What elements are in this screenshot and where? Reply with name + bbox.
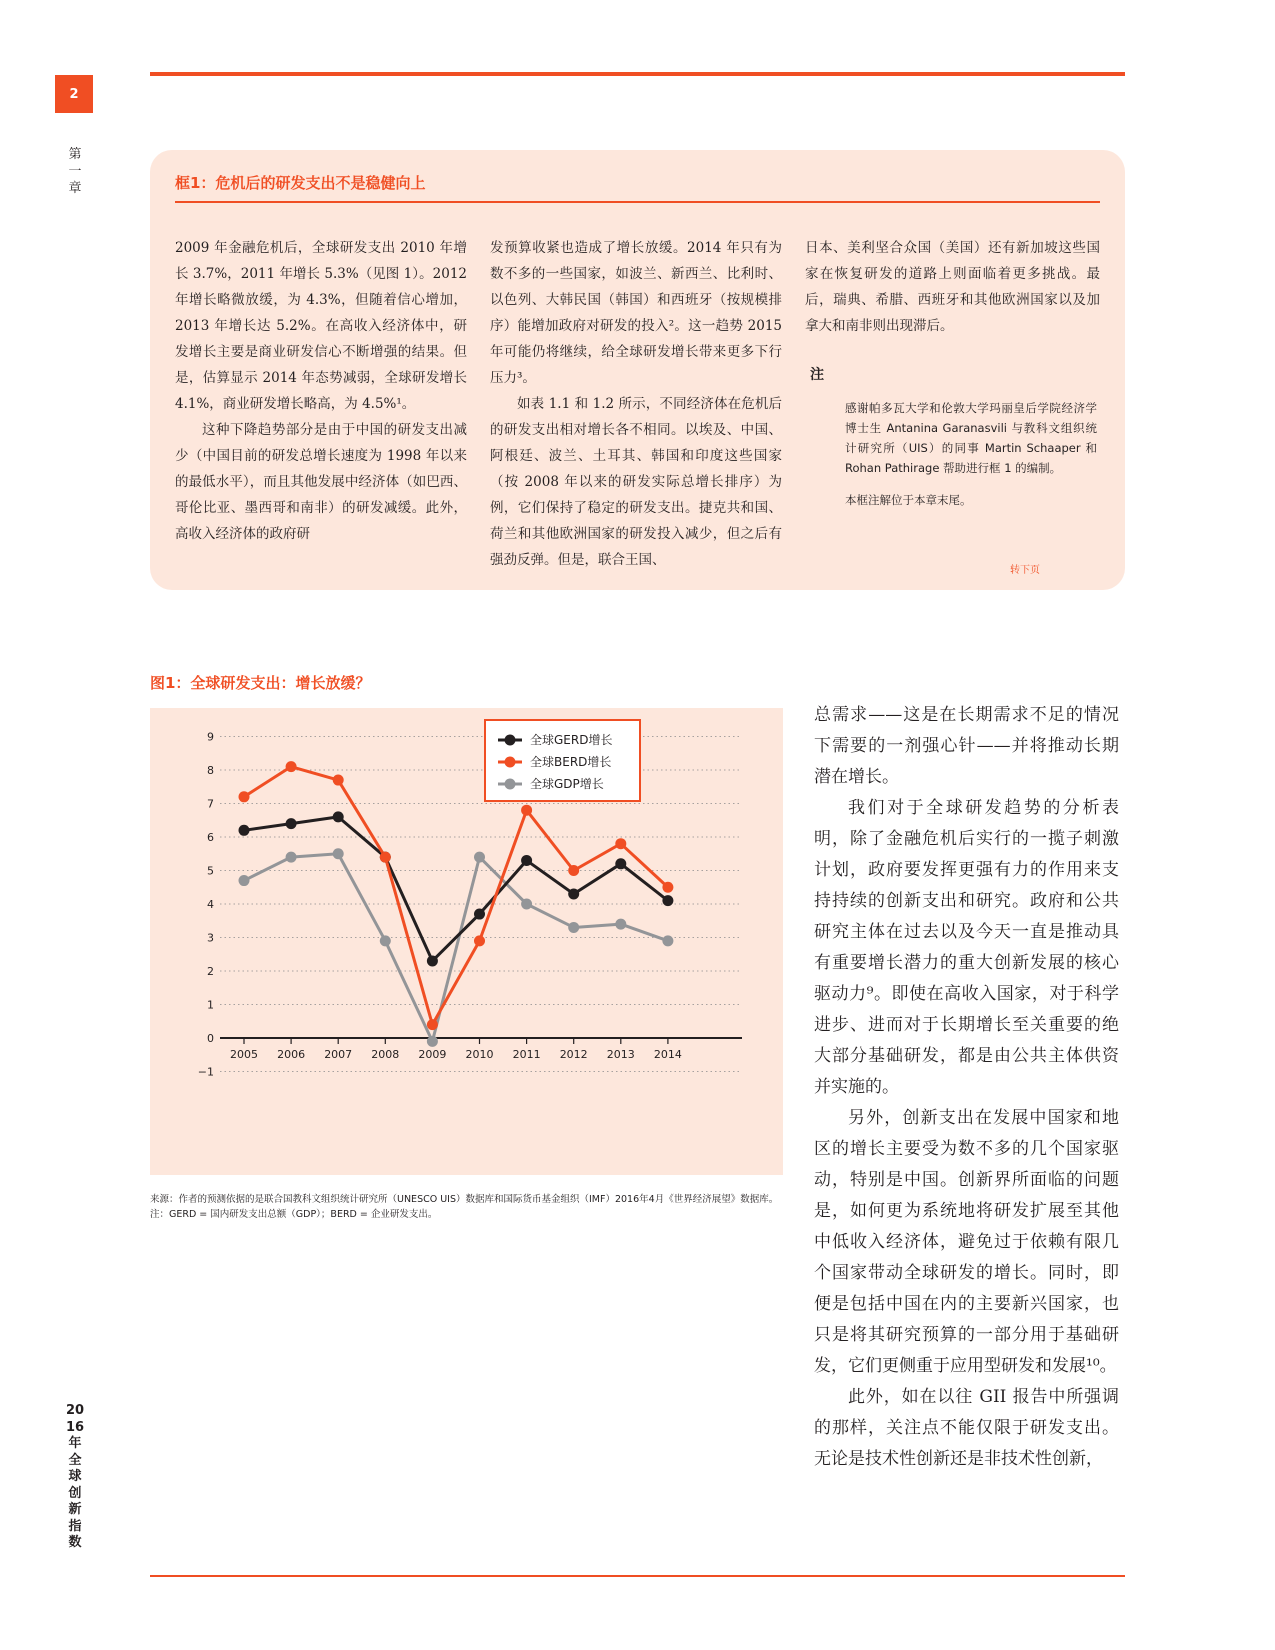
x-tick-label: 2014 xyxy=(653,1048,682,1061)
x-tick-label: 2007 xyxy=(324,1048,353,1061)
continued-label: 转下页 xyxy=(1010,565,1040,576)
data-point xyxy=(662,935,673,946)
main-paragraph: 另外，创新支出在发展中国家和地区的增长主要受为数不多的几个国家驱动，特别是中国。创新界所面临的问题是，如何更为系统地将研发扩展至其他中低收入经济体，避免过于依赖有限几个国家带动全球研发的增长。同时，即便是包括中国在内的主要新兴国家，也只是将其研究预算的一部分用于基础研发，它们更侧重于应用型研发和发展¹⁰。 xyxy=(814,1108,1119,1376)
box-column-2 xyxy=(490,235,782,573)
y-tick-label: 0 xyxy=(207,1032,214,1045)
box-column-1 xyxy=(175,235,467,547)
y-tick-label: 9 xyxy=(207,730,214,744)
legend-label: 全球BERD增长 xyxy=(530,755,612,769)
data-point xyxy=(286,818,297,829)
box-paragraph: 日本、美利坚合众国（美国）还有新加坡这些国家在恢复研发的道路上则面临着更多挑战。最后，瑞典、希腊、西班牙和其他欧洲国家以及加拿大和南非则出现滞后。 xyxy=(805,240,1100,334)
data-point xyxy=(380,852,391,863)
data-point xyxy=(615,919,626,930)
chapter-label: 第一章 xyxy=(68,147,82,196)
line-chart xyxy=(150,708,783,1175)
x-tick-label: 2005 xyxy=(230,1048,258,1061)
data-point xyxy=(521,855,532,866)
data-point xyxy=(380,935,391,946)
bottom-rule xyxy=(150,1575,1125,1577)
y-tick-label: 5 xyxy=(207,864,214,878)
legend-label: 全球GERD增长 xyxy=(530,733,613,747)
legend-marker xyxy=(505,757,516,768)
data-point xyxy=(521,899,532,910)
data-point xyxy=(333,811,344,822)
main-paragraph: 我们对于全球研发趋势的分析表明，除了金融危机后实行的一揽子刺激计划，政府要发挥更强有力的作用来支持持续的创新支出和研究。政府和公共研究主体在过去以及今天一直是推动具有重要增长潜力的重大创新发展的核心驱动力⁹。即使在高收入国家，对于科学进步、进而对于长期增长至关重要的绝大部分基础研发，都是由公共主体供资并实施的。 xyxy=(814,798,1119,1097)
main-paragraph: 总需求——这是在长期需求不足的情况下需要的一剂强心针——并将推动长期潜在增长。 xyxy=(814,705,1119,787)
y-tick-label: 7 xyxy=(207,797,214,811)
x-tick-label: 2006 xyxy=(277,1048,306,1061)
data-point xyxy=(427,955,438,966)
y-tick-label: −1 xyxy=(197,1065,214,1079)
box-paragraph: 2009 年金融危机后，全球研发支出 2010 年增长 3.7%，2011 年增长 5.3%（见图 1）。2012 年增长略微放缓，为 4.3%，但随着信心增加，2013 年增长达 5.2%。在高收入经济体中，研发增长主要是商业研发信心不断增强的结果。但是，估算显示 2014 年态势减弱，全球研发增长 4.1%，商业研发增长略高，为 4.5%¹。 xyxy=(175,240,467,412)
note-location: 本框注解位于本章末尾。 xyxy=(845,493,972,507)
x-tick-label: 2010 xyxy=(465,1048,494,1061)
x-tick-label: 2013 xyxy=(606,1048,635,1061)
note-acknowledgement: 感谢帕多瓦大学和伦敦大学玛丽皇后学院经济学博士生 Antanina Garanasvili 与教科文组织统计研究所（UIS）的同事 Martin Schaaper 和 Rohan Pathirage 帮助进行框 1 的编制。 xyxy=(845,401,1097,475)
data-point xyxy=(662,895,673,906)
data-point xyxy=(615,858,626,869)
note-text: 注：GERD = 国内研发支出总额（GDP）；BERD = 企业研发支出。 xyxy=(150,1209,438,1220)
y-tick-label: 6 xyxy=(207,831,214,844)
data-point xyxy=(239,875,250,886)
series-line xyxy=(244,767,668,1025)
y-tick-label: 1 xyxy=(207,998,214,1012)
data-point xyxy=(568,888,579,899)
y-tick-label: 3 xyxy=(207,931,214,945)
x-tick-label: 2011 xyxy=(512,1048,541,1061)
series-line xyxy=(244,854,668,1042)
note-body xyxy=(845,398,1097,522)
series-line xyxy=(244,817,668,961)
data-point xyxy=(427,1036,438,1047)
box-paragraph: 这种下降趋势部分是由于中国的研发支出减少（中国目前的研发总增长速度为 1998 年以来的最低水平），而且其他发展中经济体（如巴西、哥伦比亚、墨西哥和南非）的研发减缓。此外，高收入经济体的政府研 xyxy=(175,422,467,542)
legend-marker xyxy=(505,779,516,790)
data-point xyxy=(286,852,297,863)
x-tick-label: 2012 xyxy=(559,1048,588,1061)
data-point xyxy=(427,1019,438,1030)
data-point xyxy=(239,791,250,802)
page-number-badge: 2 xyxy=(55,75,93,113)
data-point xyxy=(474,909,485,920)
x-tick-label: 2009 xyxy=(418,1048,447,1061)
figure-title: 图1：全球研发支出：增长放缓？ xyxy=(150,674,371,692)
legend-label: 全球GDP增长 xyxy=(530,777,604,791)
y-tick-label: 2 xyxy=(207,965,214,978)
data-point xyxy=(568,922,579,933)
legend-marker xyxy=(505,735,516,746)
box-title-rule xyxy=(175,201,1100,203)
main-text-column xyxy=(814,700,1119,1475)
data-point xyxy=(521,805,532,816)
source-text: 来源：作者的预测依据的是联合国教科文组织统计研究所（UNESCO UIS）数据库和国际货币基金组织（IMF）2016年4月《世界经济展望》数据库。 xyxy=(150,1194,779,1205)
data-point xyxy=(615,838,626,849)
data-point xyxy=(239,825,250,836)
note-heading: 注 xyxy=(810,367,824,383)
box-column-3 xyxy=(805,235,1100,339)
box-paragraph: 如表 1.1 和 1.2 所示，不同经济体在危机后的研发支出相对增长各不相同。以埃及、中国、阿根廷、波兰、土耳其、韩国和印度这些国家（按 2008 年以来的研发实际总增长排序）为例，它们保持了稳定的研发支出。捷克共和国、荷兰和其他欧洲国家的研发投入减少，但之后有强劲反弹。但是，联合王国、 xyxy=(490,396,782,568)
data-point xyxy=(568,865,579,876)
y-tick-label: 8 xyxy=(207,764,214,777)
data-point xyxy=(333,775,344,786)
box-title: 框1：危机后的研发支出不是稳健向上 xyxy=(175,174,426,192)
data-point xyxy=(286,761,297,772)
top-rule xyxy=(150,72,1125,76)
report-title-vertical: 2016年全球创新指数 xyxy=(65,1403,85,1550)
data-point xyxy=(474,852,485,863)
figure-source xyxy=(150,1192,780,1222)
data-point xyxy=(662,882,673,893)
box-paragraph: 发预算收紧也造成了增长放缓。2014 年只有为数不多的一些国家，如波兰、新西兰、比利时、以色列、大韩民国（韩国）和西班牙（按规模排序）能增加政府对研发的投入²。这一趋势 2015 年可能仍将继续，给全球研发增长带来更多下行压力³。 xyxy=(490,240,782,386)
data-point xyxy=(474,935,485,946)
x-tick-label: 2008 xyxy=(371,1048,400,1061)
y-tick-label: 4 xyxy=(207,898,214,911)
main-paragraph: 此外，如在以往 GII 报告中所强调的那样，关注点不能仅限于研发支出。无论是技术性创新还是非技术性创新， xyxy=(814,1387,1119,1469)
data-point xyxy=(333,848,344,859)
